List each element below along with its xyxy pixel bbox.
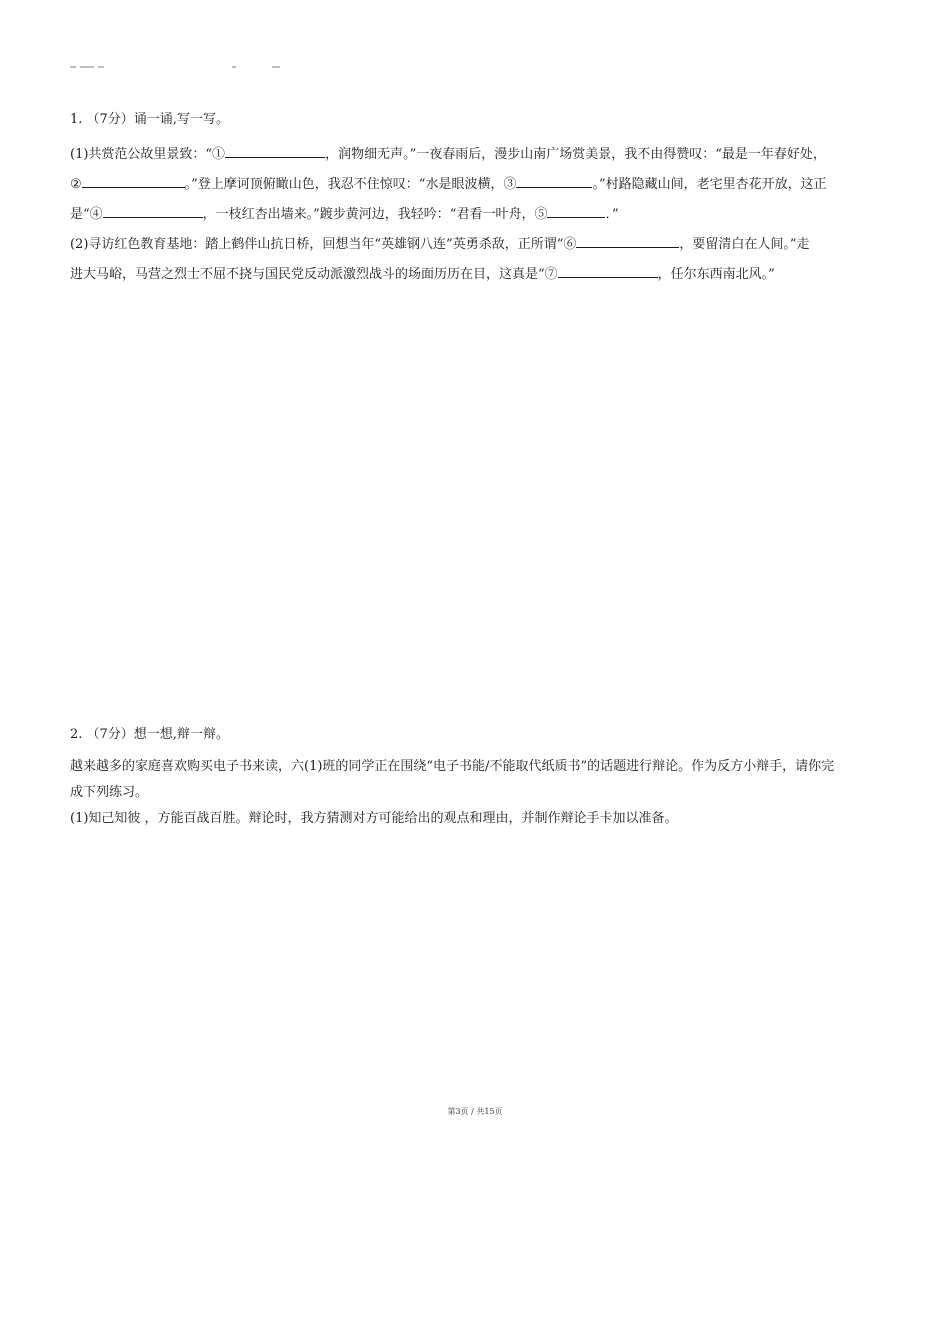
question-2-part-1: (1)知己知彼 ，方能百战百胜。辩论时，我方猜测对方可能给出的观点和理由，并制作辩论手卡加以准备。 <box>70 811 678 826</box>
answer-blank-7[interactable] <box>558 264 658 278</box>
question-1-part-1-line-1: (1)共赏范公故里景致：“① ，润物细无声。”一夜春雨后，漫步山南广场赏美景，我不由得赞叹：“最是一年春好处， <box>70 143 826 162</box>
question-2 <box>70 723 890 833</box>
answer-blank-2[interactable] <box>82 174 185 188</box>
question-2-intro-line-2: 成下列练习。 <box>70 785 149 800</box>
answer-blank-6[interactable] <box>576 234 679 248</box>
question-1 <box>70 108 890 288</box>
answer-blank-4[interactable] <box>103 204 203 218</box>
question-2-title: 2. （7分）想一想,辩一辩。 <box>70 727 229 742</box>
answer-blank-3[interactable] <box>516 174 592 188</box>
question-1-part-2-line-1: (2)寻访红色教育基地：踏上鹤伴山抗日桥，回想当年“英雄钢八连”英勇杀敌，正所谓“⑥ ，要留清白在人间。”走 <box>70 233 810 252</box>
answer-blank-5[interactable] <box>547 204 605 218</box>
question-2-intro-line-1: 越来越多的家庭喜欢购买电子书来读，六(1)班的同学正在围绕“电子书能/不能取代纸质书”的话题进行辩论。作为反方小辩手，请你完 <box>70 759 835 774</box>
question-1-part-2-line-2: 进大马峪，马营之烈士不屈不挠与国民党反动派激烈战斗的场面历历在目，这真是“⑦ ，任尔东西南北风。” <box>70 263 775 282</box>
question-1-title: 1. （7分）诵一诵,写一写。 <box>70 112 229 127</box>
header-strip <box>70 64 290 72</box>
answer-blank-1[interactable] <box>225 144 325 158</box>
question-1-part-1-line-2: ② 。”登上摩诃顶俯瞰山色，我忍不住惊叹：“水是眼波横，③ 。”村路隐藏山间，老宅里杏花开放，这正 <box>70 173 827 192</box>
question-1-part-1-line-3: 是“④ ，一枝红杏出墙来。”踱步黄河边，我轻吟：“君看一叶舟，⑤ ．” <box>70 203 619 222</box>
page-number: 第3页 / 共15页 <box>447 1107 503 1116</box>
